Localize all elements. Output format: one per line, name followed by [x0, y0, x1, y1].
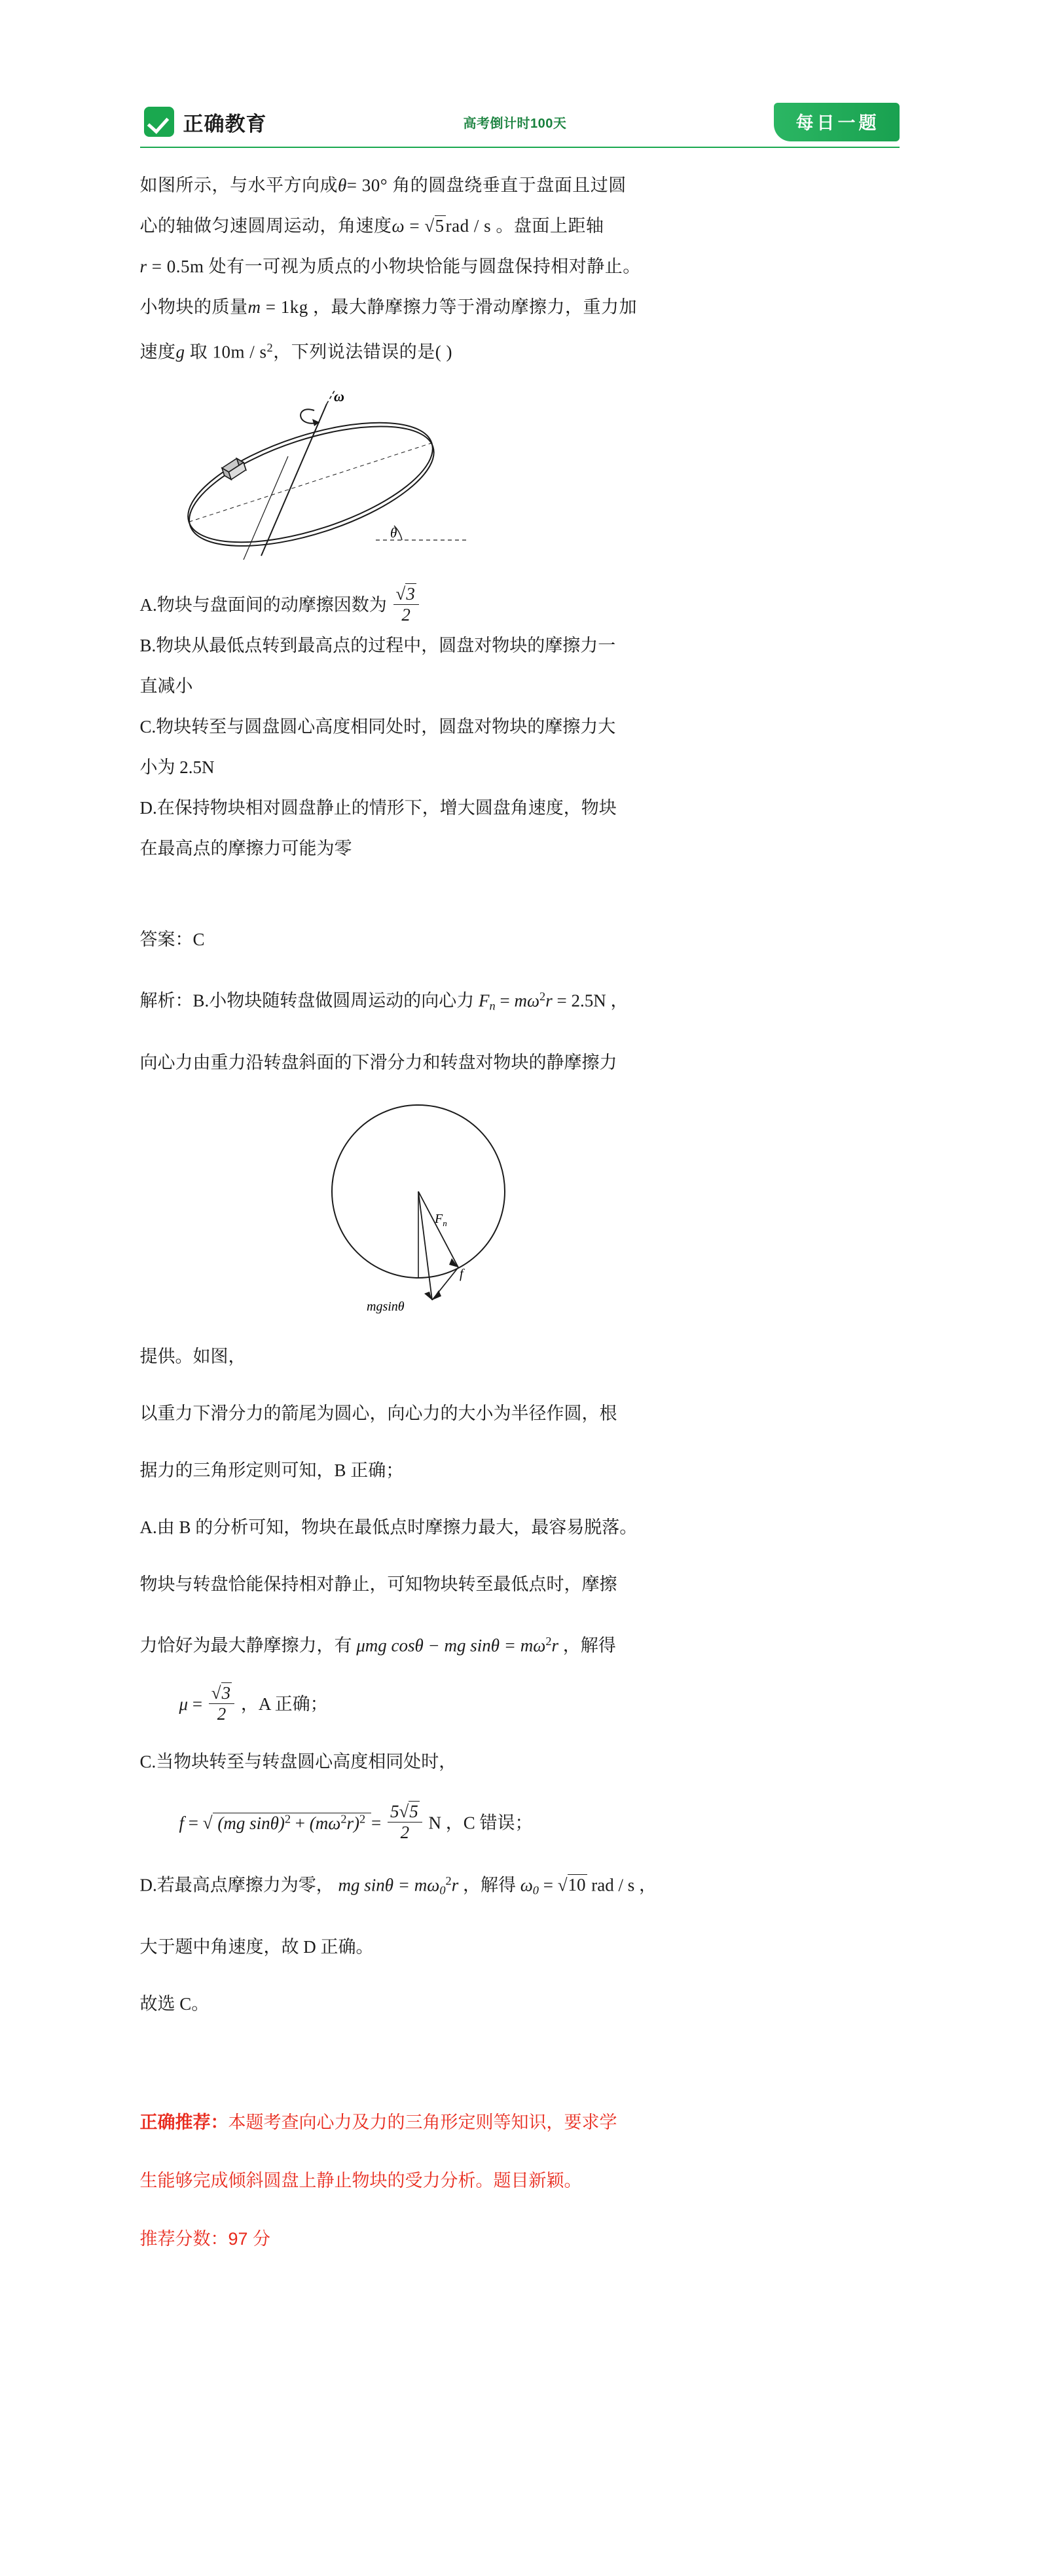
Fn-label: $F_n$ — [434, 1212, 447, 1229]
q1-theta: θ — [338, 175, 347, 195]
recommendation-label: 正确推荐： — [139, 2113, 228, 2133]
question-line-2: 心的轴做匀速圆周运动，角速度ω = √5rad / s 。盘面上距轴 — [139, 216, 604, 236]
sol1-F: F — [479, 990, 490, 1011]
option-B-line1: B.物块从最低点转到最高点的过程中，圆盘对物块的摩擦力一 — [139, 635, 616, 655]
daily-question-badge: 每日一题 — [774, 103, 900, 141]
score-label: 推荐分数： — [139, 2229, 228, 2249]
tail9-text-a: D.若最高点摩擦力为零， — [139, 1875, 334, 1895]
page-content — [140, 0, 900, 2259]
question-stem — [140, 165, 900, 372]
q5-text-a: 速度 — [139, 342, 176, 362]
q1-text-a: 如图所示，与水平方向成 — [139, 175, 338, 195]
tail-line-5 — [140, 1622, 900, 1665]
solution-tail — [140, 1337, 900, 2023]
q5-g: g — [175, 342, 185, 362]
option-A — [140, 584, 900, 625]
q3-text: = 0.5m 处有一可视为质点的小物块恰能与圆盘保持相对静止。 — [151, 257, 641, 276]
q5-text-c: ，下列说法错误的是( ) — [273, 342, 452, 362]
recommendation-line-1 — [140, 2102, 900, 2143]
omega-label: ω — [333, 388, 344, 405]
option-C-line1: C.物块转至与圆盘圆心高度相同处时，圆盘对物块的摩擦力大 — [139, 716, 616, 736]
option-A-frac-num: 3 — [406, 583, 415, 604]
tail8-result-fraction: $\frac{5√5}{2}$ — [388, 1802, 422, 1843]
question-line-1 — [140, 165, 900, 206]
sol1-omega: ω — [526, 990, 540, 1011]
check-mark-icon — [144, 107, 174, 137]
tail8-f: f — [179, 1813, 185, 1833]
option-list — [140, 584, 900, 869]
tail8-res-den: 2 — [400, 1823, 410, 1843]
solution-block — [140, 977, 900, 1083]
recommendation-line-2: 生能够完成倾斜圆盘上静止物块的受力分析。题目新颖。 — [139, 2171, 582, 2191]
recommendation-block — [140, 2102, 900, 2259]
page-header — [140, 98, 900, 145]
recommendation-score-line — [140, 2219, 900, 2259]
answer-value: C — [192, 929, 205, 949]
tail6-frac-den: 2 — [217, 1704, 227, 1724]
q3-r: r — [139, 257, 147, 276]
answer-line — [140, 920, 900, 959]
score-value: 97 分 — [228, 2229, 271, 2249]
tail8-res-num: 5 — [390, 1802, 399, 1822]
header-divider — [140, 147, 900, 148]
option-A-frac-den: 2 — [401, 604, 410, 625]
tail-line-0: 提供。如图， — [139, 1347, 246, 1367]
tail-line-4: 物块与转盘恰能保持相对静止，可知物块转至最低点时，摩擦 — [139, 1574, 617, 1595]
tail5-r: r — [551, 1635, 559, 1656]
solution-line-2: 向心力由重力沿转盘斜面的下滑分力和转盘对物块的静摩擦力 — [139, 1053, 617, 1073]
tail8-term2-exp2: 2 — [359, 1812, 366, 1826]
sol1-omega-exp: 2 — [539, 989, 546, 1003]
question-line-4 — [140, 287, 900, 327]
tail9-equation: mg sinθ = mω — [338, 1875, 440, 1895]
tail9-exp: 2 — [445, 1874, 452, 1887]
tail6-mu: μ — [179, 1694, 189, 1714]
tail6-eq: = — [192, 1694, 203, 1714]
solution-line-1 — [140, 977, 900, 1026]
tail9-r: r — [451, 1875, 459, 1895]
tail8-term2a: (mω — [309, 1813, 341, 1833]
tail8-eq: = — [188, 1813, 198, 1833]
tail5-exp: 2 — [545, 1635, 552, 1648]
tail9-sqrt: 10 — [568, 1875, 586, 1895]
option-A-text: A.物块与盘面间的动摩擦因数为 — [139, 594, 387, 615]
q5-exp: 2 — [266, 341, 274, 354]
sol1-text-a: 解析：B.小物块随转盘做圆周运动的向心力 — [139, 990, 475, 1011]
tail-line-9: D.若最高点摩擦力为零， mg $\sin\theta = m\omega_0^2r$ ，解得 $\omega_0 = √10$ rad / s ， — [139, 1874, 657, 1897]
tail-line-7: C.当物块转至与转盘圆心高度相同处时， — [139, 1752, 457, 1772]
tail5-text-b: ，解得 — [562, 1635, 616, 1656]
tail-line-10: 大于题中角速度，故 D 正确。 — [139, 1937, 374, 1957]
sol1-eq: = — [500, 990, 510, 1011]
tail-line-3: A.由 B 的分析可知，物块在最低点时摩擦力最大，最容易脱落。 — [139, 1517, 638, 1538]
tail9-eq2: = — [543, 1875, 553, 1895]
recommendation-text-1: 本题考查向心力及力的三角形定则等知识，要求学 — [228, 2113, 617, 2133]
q5-text-b: 取 10m / s — [189, 342, 267, 362]
option-D-line2: 在最高点的摩擦力可能为零 — [139, 838, 352, 858]
tail-line-6 — [179, 1683, 900, 1724]
q2-text-a: 心的轴做匀速圆周运动，角速度 — [139, 216, 392, 236]
tail6-frac-num: 3 — [221, 1682, 231, 1703]
tail8-term2-exp1: 2 — [340, 1812, 347, 1826]
sol1-r: r — [545, 990, 553, 1011]
tilted-rotating-disk-diagram — [160, 384, 900, 577]
option-C-line2: 小为 2.5N — [139, 757, 215, 777]
option-B-line2: 直减小 — [139, 676, 193, 696]
tail8-term1: (mg sinθ) — [217, 1813, 285, 1833]
tail8-term2b: r) — [346, 1813, 360, 1833]
tail5-equation: μmg cosθ − mg sinθ = mω — [356, 1635, 546, 1656]
brand-name: 正确教育 — [183, 112, 267, 136]
q1-text-b: = 30° 角的圆盘绕垂直于盘面且过圆 — [346, 175, 627, 195]
q4-text-a: 小物块的质量 — [139, 297, 248, 317]
tail-line-11: 故选 C。 — [139, 1994, 210, 2014]
tail-line-1: 以重力下滑分力的箭尾为圆心，向心力的大小为半径作圆，根 — [139, 1404, 617, 1424]
tail6-fraction: $\frac{√3}{2}$ — [209, 1683, 234, 1724]
tail9-omega-sub: 0 — [532, 1883, 539, 1897]
tail-line-2: 据力的三角形定则可知，B 正确； — [139, 1460, 404, 1481]
q4-m: m — [247, 297, 261, 317]
answer-label: 答案： — [139, 929, 193, 949]
sol1-m: m — [514, 990, 527, 1011]
tail9-text-b: ，解得 — [462, 1875, 516, 1895]
q2-sqrt-value: 5 — [435, 216, 445, 236]
tail9-text-c: rad / s ， — [591, 1875, 657, 1895]
tail9-sub: 0 — [439, 1883, 446, 1897]
tail8-term1-exp: 2 — [284, 1812, 291, 1826]
tail6-text: ，A 正确； — [240, 1694, 328, 1714]
tail5-text-a: 力恰好为最大静摩擦力，有 — [139, 1635, 352, 1656]
tail8-plus: + — [295, 1813, 306, 1833]
option-D-line1: D.在保持物块相对圆盘静止的情形下，增大圆盘角速度，物块 — [139, 797, 617, 818]
brand-logo[interactable] — [140, 107, 267, 137]
question-line-3 — [140, 246, 900, 287]
sol1-F-sub: n — [489, 999, 496, 1013]
mg-sin-theta-label: mgsinθ — [366, 1299, 405, 1315]
answer-block — [140, 920, 900, 959]
question-line-5 — [140, 327, 900, 372]
tail-line-8: f = √ (mg $\sin\theta)^2 + (m\omega^2r)^2$ = $\frac{5√5}{2}$ N ，C 错误； — [179, 1802, 533, 1843]
force-triangle-circle-diagram — [304, 1100, 900, 1319]
tail8-radicand — [213, 1813, 371, 1833]
q2-omega: ω — [392, 216, 405, 236]
q2-text-b: = — [409, 216, 420, 236]
tail8-text: N ，C 错误； — [428, 1813, 533, 1833]
sol1-text-c: = 2.5N ， — [556, 990, 629, 1011]
q2-text-c: rad / s 。盘面上距轴 — [445, 216, 604, 236]
countdown-text: 高考倒计时100天 — [463, 116, 567, 131]
theta-label: θ — [390, 524, 397, 541]
tail8-res-sqrt: 5 — [409, 1802, 418, 1822]
q4-text-b: = 1kg ，最大静摩擦力等于滑动摩擦力，重力加 — [265, 297, 637, 317]
option-A-fraction: $\frac{√3}{2}$ — [393, 584, 419, 625]
f-label: f — [459, 1267, 464, 1282]
tail9-omega: ω — [520, 1875, 533, 1895]
